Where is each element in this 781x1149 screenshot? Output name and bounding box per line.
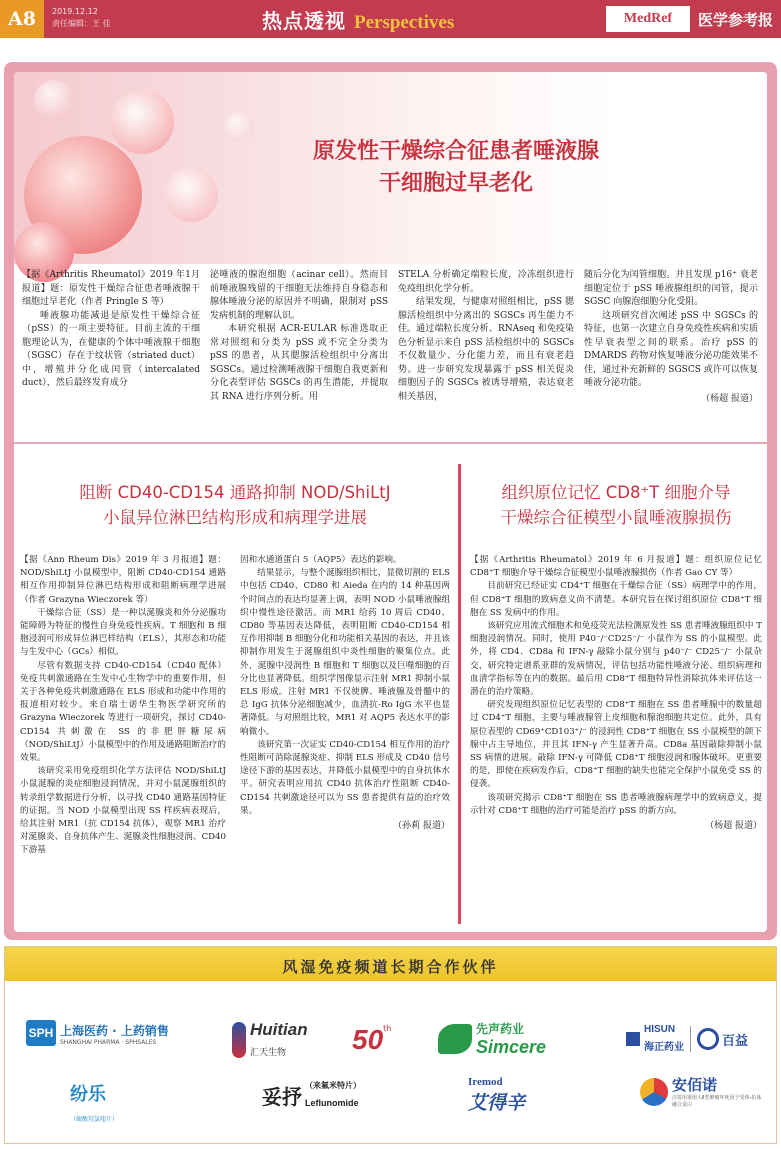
huitian-mark: Huitian <box>250 1020 308 1039</box>
paragraph: 泌唾液的腺泡细胞（acinar cell）。然而目前唾液腺残留的干细胞无法维持自身稳态和腺体唾液分泌的原因并不明确，限制对 pSS 发病机制的理解认识。 <box>210 270 388 321</box>
paragraph: 【据《Arthritis Rheumatol》2019 年 6 月报道】题：组织原位记忆 CD8⁺T 细胞介导干燥综合征模型小鼠唾液腺损伤（作者 Gao CY 等） <box>470 555 762 579</box>
left-title-line1: 阻断 CD40-CD154 通路抑制 NOD/ShiLtJ <box>79 483 391 502</box>
fenle-sub: （硫酸羟氯喹片） <box>70 1116 119 1123</box>
sph-mark: SPH <box>26 1020 56 1046</box>
paragraph: 因和水通道蛋白 5（AQP5）表达的影响。 <box>240 555 402 565</box>
left-article-title <box>20 480 450 530</box>
partner-logo-simcere <box>438 1020 546 1058</box>
huitian-icon <box>232 1022 246 1058</box>
right-title-line2: 干燥综合征模型小鼠唾液腺损伤 <box>500 508 732 527</box>
partner-logo-50th <box>352 1024 391 1056</box>
tuoshu-mark: 妥抒 <box>262 1084 302 1109</box>
byline: （杨超 报道） <box>701 393 758 404</box>
brand-name: 医学参考报 <box>698 11 774 29</box>
paragraph: 结果发现，与健康对照组相比，pSS 腮腺活检组织中分离出的 SGSCs 再生能力不佳。通过端粒长度分析、RNAseq 和免疫染色分析显示来自 pSS 活检组织中的 SGSCs 不仅数量少、分化能力差，而且有衰老趋势。进一步研究发现暴露于 pSS 相关促炎细胞因子的 SGSCs 被诱导增殖，表达衰老相关基因， <box>398 297 574 402</box>
cell-illustration <box>34 80 74 120</box>
simcere-icon <box>438 1024 472 1054</box>
partner-logo-sph <box>26 1020 169 1046</box>
issue-editor: 责任编辑：王 佳 <box>52 19 111 28</box>
anbainuo-sub: 注射用重组人Ⅱ型肿瘤坏死因子受体-抗体融合蛋白 <box>672 1095 762 1108</box>
sph-sub: SHANGHAI PHARMA · SPHSALES <box>60 1039 157 1046</box>
paragraph: 尽管有数据支持 CD40-CD154（CD40 配体）免疫共刺激通路在生发中心生物学中的重要作用，但关于各种免疫共刺激通路在 ELS 形成和功能中作用的报道相对较少。来自瑞士诺华生物医学研究所的 Grazyna Wieczorek 等进行一项研究，探讨 CD40-CD154 共刺激在 SS 的非肥胖糖尿病（NOD/ShiLtJ）小鼠模型中的作用及通路阻断治疗的效果。 <box>20 660 226 764</box>
top-article-col4 <box>584 269 758 406</box>
left-title-line2: 小鼠异位淋巴结构形成和病理学进展 <box>103 508 367 527</box>
hisun-text <box>644 1024 684 1054</box>
section-title <box>262 5 454 34</box>
baiyi-name: 百益 <box>722 1033 749 1049</box>
paragraph: 研究发现组织原位记忆表型的 CD8⁺T 细胞在 SS 患者唾腺中的数量超过 CD4⁺T 细胞，主要与唾液腺管上皮细胞和腺泡细胞共定位。此外，具有原位表型的 CD69⁺CD103⁺/⁻ 的浸润性 CD8⁺T 细胞在 SS 小鼠模型的颌下腺中占主导地位，并且其 IFN-γ 产生显著升高。CD8a 基因敲除抑制小鼠 SS 病情的进展。敲除 IFN-γ 可降低 CD8⁺T 细胞浸润和腺体破坏。更重要的是，即使在疾病发作后，CD8⁺T 细胞的缺失也能完全保护小鼠免受 SS 的侵袭。 <box>470 700 762 790</box>
logo-divider <box>690 1026 691 1052</box>
simcere-en: Simcere <box>476 1037 547 1057</box>
tuoshu-sub: （来氟米特片） <box>305 1081 361 1090</box>
iremod-en: Iremod <box>468 1076 503 1088</box>
hisun-icon <box>626 1032 640 1046</box>
hero-banner <box>14 72 767 264</box>
partner-logo-tuoshu <box>262 1080 361 1110</box>
partner-logo-fenle <box>70 1080 118 1125</box>
top-article-col1 <box>22 269 200 391</box>
simcere-cn: 先声药业 <box>476 1022 525 1036</box>
paragraph: 干燥综合征（SS）是一种以涎腺炎和外分泌腺功能障碍为特征的慢性自身免疫性疾病。T 细胞和 B 细胞浸润可形成异位淋巴样结构（ELS），其形态和功能与生发中心（GCs）相似。 <box>20 607 226 658</box>
column-divider <box>458 464 461 924</box>
cell-illustration <box>110 90 174 154</box>
paragraph: 目前研究已经证实 CD4⁺T 细胞在干燥综合征（SS）病理学中的作用，但 CD8⁺T 细胞的致病意义尚不清楚。本研究旨在探讨组织原位 CD8⁺T 细胞在 SS 发病中的作用。 <box>470 581 762 618</box>
section-title-cn: 热点透视 <box>262 9 346 33</box>
content-panel <box>14 72 767 932</box>
anbainuo-icon <box>640 1078 668 1106</box>
hisun-cn: 海正药业 <box>644 1042 684 1053</box>
right-article-title <box>470 480 762 530</box>
paragraph: 结果显示，与整个涎腺组织相比，显微切割的 ELS 中包括 CD40、CD80 和 Aieda 在内的 14 种基因两个时间点的表达均显著上调，表明 NOD 小鼠唾液腺组织中慢性途径激活。而 MR1 给药 10 周后 CD40、CD80 等基因表达降低，表明阻断 CD40-CD154 相互作用抑制 B 细胞分化和功能相关基因的表达，并且该抑制作用发生于涎腺组织中炎性细胞的聚集位点。此外，涎腺中浸润性 B 细胞和 T 细胞以及巨噬细胞的百分比也显著降低。组织学图像显示注射 MR1 抑制小鼠 ELS 形成。注射 MR1 不仅使脾、唾液腺及骨髓中的总 IgG 抗体分泌细胞减少，血清抗-Ro IgG 水平也显著降低。与对照组比较，MR1 对 AQP5 表达水平的影响微小。 <box>240 568 450 737</box>
right-article-body <box>470 554 762 833</box>
partners-title: 风湿免疫频道长期合作伙伴 <box>282 958 499 976</box>
anbainuo-text <box>672 1074 764 1109</box>
paragraph: 本研究根据 ACR-EULAR 标准选取正常对照组和分类为 pSS 或不完全分类为 pSS 的患者，从其腮腺活检组织中分离出 SGSCs。通过检测唾液腺干细胞自我更新和分化表型评估 SGSCs 的再生潜能，并提取其 RNA 进行序列分析。用 <box>210 324 388 402</box>
top-title-line2: 干细胞过早老化 <box>378 171 533 196</box>
left-article-col2 <box>240 554 450 833</box>
hisun-en: HISUN <box>644 1024 676 1035</box>
tuoshu-en: Leflunomide <box>305 1098 359 1108</box>
partner-logo-hisun <box>626 1024 748 1054</box>
top-title-line1: 原发性干燥综合征患者唾液腺 <box>312 139 599 164</box>
anbainuo-name: 安佰诺 <box>672 1076 718 1094</box>
tuoshu-text <box>305 1080 361 1110</box>
baiyi-icon <box>697 1028 719 1050</box>
issue-meta <box>52 6 111 30</box>
byline: （孙莉 报道） <box>393 821 450 832</box>
paragraph: 随后分化为闰管细胞。并且发现 p16⁺ 衰老细胞定位于 pSS 唾液腺组织的闰管，提示 SGSC 向腺泡细胞分化受阻。 <box>584 270 758 307</box>
paragraph: 【据《Arthritis Rheumatol》2019 年1月报道】题：原发性干燥综合征患者唾液腺干细胞过早老化（作者 Pringle S 等） <box>22 270 200 307</box>
fenle-mark: 纷乐 <box>70 1084 106 1105</box>
top-article-col3 <box>398 269 574 404</box>
huitian-text <box>250 1020 308 1059</box>
huitian-name: 汇天生物 <box>250 1048 287 1058</box>
simcere-text <box>476 1020 546 1058</box>
page-number: A8 <box>0 0 44 38</box>
divider <box>14 442 767 444</box>
paragraph: STELA 分析确定端粒长度，冷冻组织进行免疫组织化学分析。 <box>398 270 574 294</box>
sph-name: 上海医药 · 上药销售 <box>60 1024 169 1038</box>
paragraph: 【据《Ann Rheum Dis》2019 年 3 月报道】题：NOD/ShiLtJ 小鼠模型中，阻断 CD40-CD154 通路相互作用抑制异位淋巴结构形成和阻断病理学进展（作者 Grazyna Wieczorek 等） <box>20 555 226 605</box>
top-article-title <box>246 136 666 200</box>
partner-logo-iremod <box>468 1076 525 1115</box>
iremod-text <box>468 1076 525 1115</box>
cell-illustration <box>164 168 218 222</box>
anniversary-mark: 50 <box>352 1024 384 1055</box>
anniversary-sup: th <box>383 1024 392 1033</box>
right-title-line1: 组织原位记忆 CD8⁺T 细胞介导 <box>501 483 731 502</box>
paragraph: 该研究应用流式细胞术和免疫荧光法检测原发性 SS 患者唾液腺组织中 T 细胞浸润情况。同时，使用 P40⁻/⁻CD25⁻/⁻ 小鼠作为 SS 的小鼠模型。此外，将 CD4、CD8a 和 IFN-γ 敲除小鼠分别与 p40⁻/⁻ CD25⁻/⁻ 小鼠杂交，研究特定谱系亚群的发病情况，评估包括功能性唾液分泌、组织病理和血清学指标等在内的数据。最后用 CD8⁺T 细胞特异性消除抗体来评估这一潜在的治疗策略。 <box>470 621 762 698</box>
paragraph: 这项研究首次阐述 pSS 中 SGSCs 的特征，也第一次建立自身免疫性疾病和实质性早衰表型之间的联系。治疗 pSS 的 DMARDS 药物对恢复唾液分泌功能效果不佳，通过补充新鲜的 SGSCS 或许可以恢复唾液分泌功能。 <box>584 310 758 388</box>
brand-logo: MedRef <box>606 6 690 32</box>
partner-logo-huitian <box>232 1020 308 1059</box>
paragraph: 该项研究揭示 CD8⁺T 细胞在 SS 患者唾液腺病理学中的致病意义，提示针对 CD8⁺T 细胞的治疗可能是治疗 pSS 的新方向。 <box>470 792 762 816</box>
paragraph: 该研究第一次证实 CD40-CD154 相互作用的治疗性阻断可消除涎腺炎症、抑制 ELS 形成及 CD40 信号途径下游的基因表达，并降低小鼠模型中的自身抗体水平。研究表明应用抗 CD40 抗体治疗性阻断 CD40-CD154 共刺激途径可以为 SS 患者提供有益的治疗效果。 <box>240 739 450 816</box>
partner-logo-anbainuo <box>640 1074 764 1109</box>
paragraph: 该研究采用免疫组织化学方法评估 NOD/ShiLtJ 小鼠涎腺的炎症细胞浸润情况，并对小鼠涎腺组织的转录组学数据进行分析，以寻找 CD40 通路基因特征的证据。当 NOD 小鼠模型出现 SS 样疾病表现后，给其注射 MR1（抗 CD154 抗体），观察 MR1 治疗对涎腺炎、自身抗体产生、涎腺炎性细胞浸润、CD40 下游基 <box>20 766 226 856</box>
byline: （杨超 报道） <box>705 821 762 832</box>
fenle-text <box>70 1080 118 1125</box>
top-article-col2 <box>210 269 388 404</box>
sph-text <box>60 1020 169 1046</box>
section-title-en: Perspectives <box>354 12 455 33</box>
left-article-col1 <box>20 554 226 858</box>
iremod-cn: 艾得辛 <box>468 1092 526 1114</box>
paragraph: 唾液腺功能减退是原发性干燥综合征（pSS）的一项主要特征。目前主流的干细胞理论认为，在健康的个体中唾液腺干细胞（SGSC）存在于纹状管（striated duct）中，增殖并分化成闰管（intercalated duct），然后最终发育成分 <box>22 310 200 388</box>
issue-date: 2019.12.12 <box>52 7 98 16</box>
